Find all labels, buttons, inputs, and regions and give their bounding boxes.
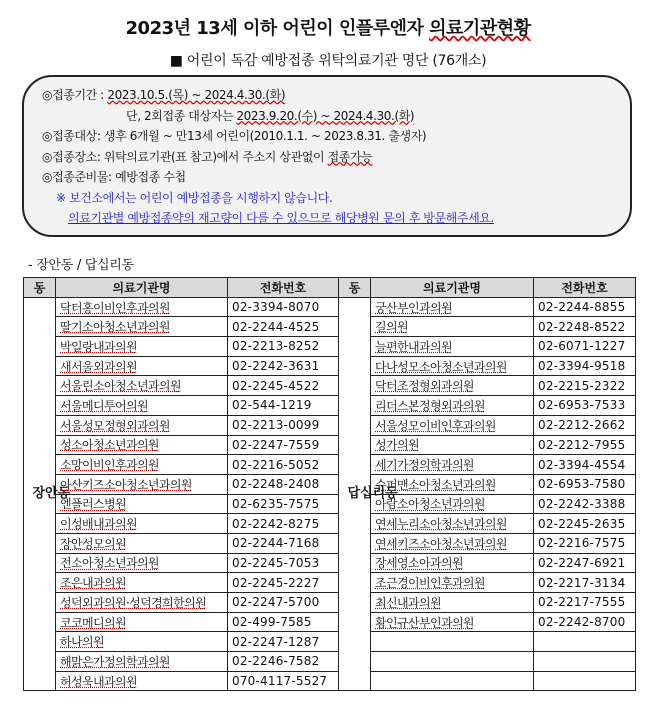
clinic-name-cell <box>371 337 534 357</box>
clinic-phone: 02-6071-1227 <box>534 337 636 357</box>
clinic-phone: 02-2245-7053 <box>228 553 339 573</box>
header-name-left: 의료기관명 <box>56 278 228 298</box>
clinic-phone: 02-2244-8855 <box>534 297 636 317</box>
dong-cell-left <box>24 297 71 691</box>
table-row <box>24 573 636 593</box>
clinic-phone <box>534 652 636 672</box>
clinic-name: 아람소아청소년과의원 <box>375 497 485 512</box>
clinic-name: 딸기소아청소년과의원 <box>60 320 170 335</box>
clinic-name: 조은내과의원 <box>60 576 126 591</box>
clinic-name: 최신내과의원 <box>375 595 441 610</box>
clinic-name-cell <box>371 455 534 475</box>
period-second-prefix: 단, 2회접종 대상자는 <box>126 108 237 123</box>
period-line <box>42 85 612 106</box>
clinic-name-cell <box>371 593 534 613</box>
place-prefix: ◎접종장소: 위탁의료기관(표 참고)에서 주소지 상관없이 <box>42 149 328 164</box>
clinic-name: 궁산부인과의원 <box>375 300 452 315</box>
clinic-name: 장안성모의원 <box>60 536 126 551</box>
dong-label-right: 답십리동 <box>347 486 398 502</box>
clinic-name-cell <box>56 671 228 691</box>
clinic-name-cell <box>56 317 228 337</box>
table-header-row <box>24 278 636 298</box>
clinic-name-cell <box>56 514 228 534</box>
clinic-name: 슈퍼맨소아청소년과의원 <box>375 477 496 492</box>
notice-line-2: 의료기관별 예방접종약의 재고량이 다를 수 있으므로 해당병원 문의 후 방문해주세요. <box>68 211 494 225</box>
table-row <box>24 494 636 514</box>
clinic-phone: 02-2247-5700 <box>228 593 339 613</box>
document-title <box>0 14 656 40</box>
document-subtitle: ■ 어린이 독감 예방접종 위탁의료기관 명단 (76개소) <box>169 53 487 69</box>
table-row <box>24 612 636 632</box>
clinic-phone: 02-2244-4525 <box>228 317 339 337</box>
clinic-name: 연세키즈소아청소년과의원 <box>375 536 507 551</box>
clinic-name: 아산키즈소아청소년과의원 <box>60 477 192 492</box>
period-label: ◎접종기간 : <box>42 88 104 102</box>
clinic-phone: 02-2242-3388 <box>534 494 636 514</box>
clinic-name-cell <box>371 415 534 435</box>
clinic-name-cell <box>371 376 534 396</box>
clinic-name: 세기가정의학과의원 <box>375 458 474 473</box>
clinic-name: 새서울외과의원 <box>60 359 137 374</box>
title-highlight: 의료기관현황 <box>429 18 531 39</box>
clinic-name-cell <box>56 573 228 593</box>
clinic-name-cell <box>371 553 534 573</box>
clinic-name-cell <box>371 396 534 416</box>
clinic-name-cell <box>371 297 534 317</box>
clinic-phone: 02-2247-6921 <box>534 553 636 573</box>
clinic-name: 하나의원 <box>60 635 104 650</box>
clinic-name-cell <box>56 337 228 357</box>
period-second-value: 2023.9.20.(수) ~ 2024.4.30.(화) <box>236 108 415 123</box>
table-row <box>24 356 636 376</box>
clinic-phone: 02-2215-2322 <box>534 376 636 396</box>
clinic-name-cell <box>56 356 228 376</box>
clinic-name: 연세누리소아청소년과의원 <box>375 517 507 532</box>
clinic-name-cell <box>56 376 228 396</box>
clinic-name: 성덕외과의원·성덕경희한의원 <box>60 595 207 610</box>
clinic-name-cell <box>371 652 534 672</box>
clinic-name: 다나성모소아청소년과의원 <box>375 359 507 374</box>
clinic-name: 장세영소아과의원 <box>375 556 463 571</box>
clinic-phone: 02-499-7585 <box>228 612 339 632</box>
clinic-phone: 02-2242-3631 <box>228 356 339 376</box>
place-highlight: 접종가능 <box>327 149 373 164</box>
clinic-name-cell <box>56 553 228 573</box>
clinic-name: 닥터홍이비인후과의원 <box>60 300 170 315</box>
clinic-phone: 02-2242-8275 <box>228 514 339 534</box>
clinic-name-cell <box>371 435 534 455</box>
clinic-phone: 02-2246-7582 <box>228 652 339 672</box>
vaccination-info-box <box>22 75 632 237</box>
clinic-name-cell <box>371 573 534 593</box>
clinic-name-cell <box>371 632 534 652</box>
clinic-phone <box>534 632 636 652</box>
table-row <box>24 593 636 613</box>
clinic-phone: 02-2242-8700 <box>534 612 636 632</box>
clinic-name: 허성욱내과의원 <box>60 674 137 689</box>
clinic-name: 늘편한내과의원 <box>375 339 452 354</box>
clinic-phone: 02-2212-7955 <box>534 435 636 455</box>
table-row <box>24 317 636 337</box>
clinic-phone <box>534 671 636 691</box>
clinic-phone: 02-2245-2227 <box>228 573 339 593</box>
table-row <box>24 415 636 435</box>
clinic-name-cell <box>371 612 534 632</box>
clinic-phone: 02-2245-4522 <box>228 376 339 396</box>
clinic-phone: 02-3394-4554 <box>534 455 636 475</box>
clinic-name: 성소아청소년과의원 <box>60 438 159 453</box>
clinic-phone: 02-2213-8252 <box>228 337 339 357</box>
clinic-phone: 02-2212-2662 <box>534 415 636 435</box>
title-prefix: 2023년 13세 이하 어린이 인플루엔자 <box>125 18 430 39</box>
clinic-phone: 02-2213-0099 <box>228 415 339 435</box>
table-row <box>24 435 636 455</box>
clinic-name-cell <box>56 396 228 416</box>
notice-line-1: ※ 보건소에서는 어린이 예방접종을 시행하지 않습니다. <box>56 190 333 205</box>
clinic-name: 리더스본정형외과의원 <box>375 398 485 413</box>
table-row <box>24 553 636 573</box>
period-second-line <box>42 106 612 127</box>
clinic-phone: 02-3394-9518 <box>534 356 636 376</box>
clinic-name: 이성배내과의원 <box>60 517 137 532</box>
table-row <box>24 474 636 494</box>
clinic-name-cell <box>56 612 228 632</box>
table-row <box>24 297 636 317</box>
table-row <box>24 376 636 396</box>
clinic-table <box>23 277 636 691</box>
table-row <box>24 533 636 553</box>
clinic-name: 해맑은가정의학과의원 <box>60 654 170 669</box>
clinic-name-cell <box>371 514 534 534</box>
clinic-phone: 02-544-1219 <box>228 396 339 416</box>
clinic-name: 조근경이비인후과의원 <box>375 576 485 591</box>
clinic-name-cell <box>371 533 534 553</box>
clinic-name-cell <box>56 494 228 514</box>
clinic-phone: 02-2216-7575 <box>534 533 636 553</box>
header-dong-right: 동 <box>339 278 371 298</box>
clinic-name: 서울성모이비인후과의원 <box>375 418 496 433</box>
clinic-name-cell <box>56 415 228 435</box>
table-row <box>24 652 636 672</box>
table-row <box>24 396 636 416</box>
table-row <box>24 337 636 357</box>
header-dong-left: 동 <box>24 278 56 298</box>
clinic-phone: 02-6953-7580 <box>534 474 636 494</box>
clinic-phone: 02-2244-7168 <box>228 533 339 553</box>
clinic-name: 황인규산부인과의원 <box>375 615 474 630</box>
clinic-phone: 02-2248-8522 <box>534 317 636 337</box>
section-label: - 장안동 / 답십리동 <box>28 258 134 273</box>
clinic-name-cell <box>371 317 534 337</box>
table-row <box>24 455 636 475</box>
clinic-name: 코코메디의원 <box>60 615 126 630</box>
table-row <box>24 632 636 652</box>
clinic-name: 박일랑내과의원 <box>60 339 137 354</box>
clinic-phone: 02-2248-2408 <box>228 474 339 494</box>
clinic-phone: 02-2217-7555 <box>534 593 636 613</box>
clinic-phone: 070-4117-5527 <box>228 671 339 691</box>
clinic-name-cell <box>56 435 228 455</box>
clinic-name-cell <box>371 474 534 494</box>
clinic-name: 소망이비인후과의원 <box>60 458 159 473</box>
clinic-phone: 02-6235-7575 <box>228 494 339 514</box>
clinic-name: 길의원 <box>375 320 408 335</box>
clinic-phone: 02-2247-1287 <box>228 632 339 652</box>
clinic-phone: 02-2245-2635 <box>534 514 636 534</box>
clinic-name-cell <box>56 297 228 317</box>
clinic-name-cell <box>56 593 228 613</box>
clinic-name: 서울메디투어의원 <box>60 398 148 413</box>
table-row <box>24 671 636 691</box>
header-tel-right: 전화번호 <box>534 278 636 298</box>
prep-line: ◎접종준비물: 예방접종 수첩 <box>42 170 186 184</box>
clinic-name: 성가의원 <box>375 438 419 453</box>
clinic-phone: 02-6953-7533 <box>534 396 636 416</box>
clinic-name: 전소아청소년과의원 <box>60 556 159 571</box>
clinic-name: 닥터조정형외과의원 <box>375 379 474 394</box>
clinic-name: 엔플러스병원 <box>60 497 126 512</box>
clinic-name-cell <box>56 474 228 494</box>
clinic-name-cell <box>56 632 228 652</box>
target-line: ◎접종대상: 생후 6개월 ~ 만13세 어린이(2010.1.1. ~ 2023.8.31. 출생자) <box>42 129 427 143</box>
clinic-phone: 02-2247-7559 <box>228 435 339 455</box>
dong-label-left: 장안동 <box>32 486 71 502</box>
header-name-right: 의료기관명 <box>371 278 534 298</box>
clinic-name: 서울성모정형외과의원 <box>60 418 170 433</box>
period-value: 2023.10.5.(목) ~ 2024.4.30.(화) <box>107 88 286 102</box>
clinic-name-cell <box>371 356 534 376</box>
clinic-phone: 02-3394-8070 <box>228 297 339 317</box>
clinic-name: 서울린소아청소년과의원 <box>60 379 181 394</box>
place-line <box>42 147 612 168</box>
clinic-name-cell <box>371 494 534 514</box>
clinic-name-cell <box>371 671 534 691</box>
clinic-name-cell <box>56 533 228 553</box>
clinic-phone: 02-2216-5052 <box>228 455 339 475</box>
clinic-phone: 02-2217-3134 <box>534 573 636 593</box>
clinic-name-cell <box>56 455 228 475</box>
header-tel-left: 전화번호 <box>228 278 339 298</box>
table-row <box>24 514 636 534</box>
clinic-name-cell <box>56 652 228 672</box>
